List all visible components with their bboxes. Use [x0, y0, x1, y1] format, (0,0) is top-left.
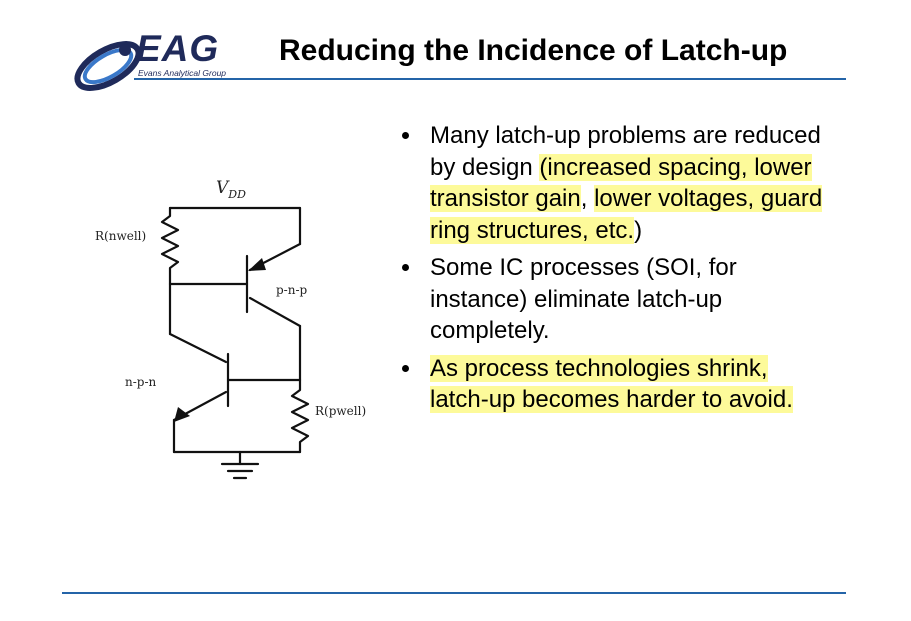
logo-text: EAG [136, 28, 220, 69]
r-nwell-label: R(nwell) [95, 229, 147, 243]
highlight-2: lower voltages, guard ring structures, etc. [430, 185, 823, 244]
pnp-collector [250, 298, 300, 326]
footer-rule [62, 592, 846, 594]
highlight-1: (increased spacing, lower transistor gain [430, 153, 812, 212]
highlight-3: As process technologies shrink, latch-up becomes harder to avoid. [430, 354, 793, 413]
r-nwell-resistor [162, 208, 178, 284]
bullet-list [396, 120, 826, 422]
npn-arrow-icon [174, 407, 190, 422]
slide-title: Reducing the Incidence of Latch-up [279, 34, 788, 67]
bullet-item-2: Some IC processes (SOI, for instance) eliminate latch-up completely. [396, 252, 826, 347]
header-rule [134, 78, 846, 80]
pnp-arrow-icon [248, 258, 266, 271]
latchup-circuit-diagram [80, 165, 390, 495]
r-pwell-resistor [292, 380, 308, 452]
bullet-item-3 [396, 353, 826, 416]
bullet-item-1: Many latch-up problems are reduced by design (increased spacing, lower transistor gain, lower voltages, guard ring structures, etc.) [396, 120, 826, 246]
vdd-label: $V_{DD}$ [216, 178, 246, 201]
npn-label: n-p-n [125, 375, 157, 389]
r-pwell-label: R(pwell) [315, 404, 367, 418]
logo-subtitle: Evans Analytical Group [138, 68, 227, 78]
pnp-label: p-n-p [276, 283, 308, 297]
npn-collector [170, 334, 226, 362]
